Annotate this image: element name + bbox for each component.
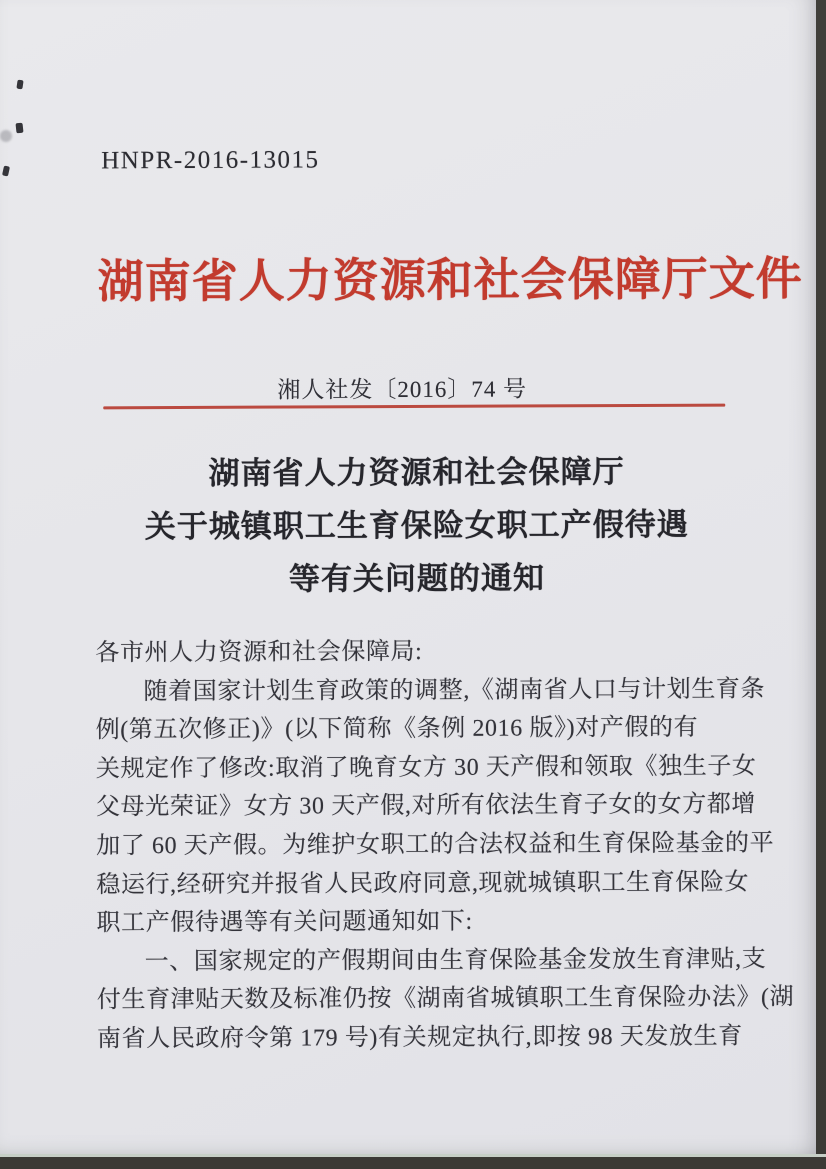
scan-edge-right — [816, 0, 826, 1169]
document-title — [98, 445, 735, 607]
body-line: 职工产假待遇等有关问题通知如下: — [96, 908, 473, 937]
salutation: 各市州人力资源和社会保障局: — [95, 638, 423, 667]
document-title-line: 关于城镇职工生育保险女职工产假待遇 — [144, 506, 689, 545]
body-line: 一、国家规定的产假期间由生育保险基金发放生育津贴,支 — [144, 946, 767, 975]
body-line: 加了 60 天产假。为维护女职工的合法权益和生育保险基金的平 — [96, 830, 775, 860]
agency-letterhead-banner: 湖南省人力资源和社会保障厅文件 — [97, 253, 803, 308]
document-title-line: 湖南省人力资源和社会保障厅 — [208, 454, 625, 491]
document-title-line: 等有关问题的通知 — [288, 560, 546, 597]
body-line: 父母光荣证》女方 30 天产假,对所有依法生育子女的女方都增 — [95, 791, 757, 821]
document-reference-code: HNPR-2016-13015 — [101, 146, 320, 175]
body-line: 随着国家计划生育政策的调整,《湖南省人口与计划生育条 — [143, 676, 766, 705]
body-line: 关规定作了修改:取消了晚育女方 30 天产假和领取《独生子女 — [95, 753, 757, 783]
body-line: 例(第五次修正)》(以下简称《条例 2016 版》)对产假的有 — [95, 714, 699, 744]
body-line: 付生育津贴天数及标准仍按《湖南省城镇职工生育保险办法》(湖 — [96, 984, 795, 1014]
document-body — [95, 632, 795, 1059]
scan-edge-bottom — [0, 1154, 826, 1169]
body-line: 南省人民政府令第 179 号)有关规定执行,即按 98 天发放生育 — [96, 1023, 743, 1053]
body-line: 稳运行,经研究并报省人民政府同意,现就城镇职工生育保险女 — [96, 869, 750, 898]
document-number: 湘人社发〔2016〕74 号 — [277, 376, 528, 403]
